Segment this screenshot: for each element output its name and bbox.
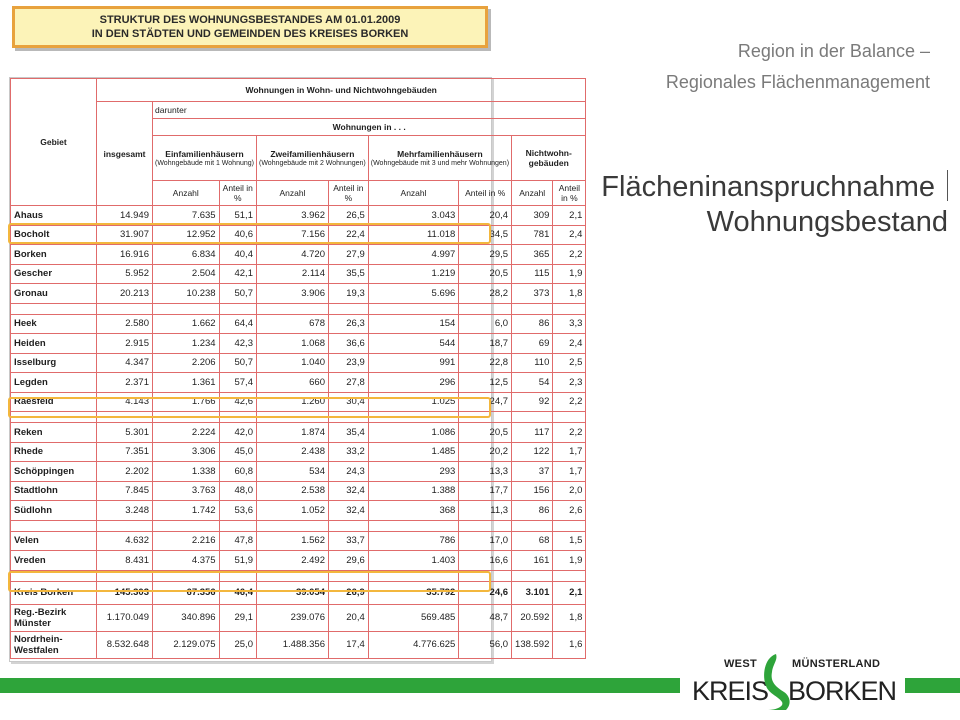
spacer-cell — [512, 412, 553, 423]
table-cell: 544 — [368, 334, 459, 354]
table-cell: 1.388 — [368, 481, 459, 501]
spacer-cell — [512, 303, 553, 314]
slide-heading — [601, 170, 948, 240]
table-cell: 3.763 — [153, 481, 220, 501]
table-cell: 117 — [512, 423, 553, 443]
table-cell: 40,6 — [219, 225, 256, 245]
row-label: Stadtlohn — [11, 481, 97, 501]
table-cell: 7.351 — [97, 442, 153, 462]
logo-emblem-icon — [756, 652, 792, 714]
logo-text-muensterland: MÜNSTERLAND — [792, 658, 881, 670]
table-cell: 32,4 — [329, 481, 369, 501]
table-cell: 42,1 — [219, 264, 256, 284]
row-label: Nordrhein-Westfalen — [11, 631, 97, 658]
table-cell: 60,8 — [219, 462, 256, 482]
spacer-row — [11, 303, 586, 314]
spacer-cell — [219, 520, 256, 531]
table-cell: 569.485 — [368, 604, 459, 631]
table-row — [11, 501, 586, 521]
table-cell: 28,2 — [459, 284, 512, 304]
table-cell: 8.532.648 — [97, 631, 153, 658]
header-anzahl: Anzahl — [512, 181, 553, 206]
table-cell: 3.101 — [512, 581, 553, 604]
header-zfh-sub: (Wohngebäude mit 2 Wohnungen) — [258, 159, 366, 167]
table-row — [11, 373, 586, 393]
table-cell: 5.696 — [368, 284, 459, 304]
table-cell: 781 — [512, 225, 553, 245]
spacer-cell — [97, 303, 153, 314]
table-cell: 2.114 — [256, 264, 328, 284]
table-cell: 2.492 — [256, 551, 328, 571]
header-anteil: Anteil in % — [459, 181, 512, 206]
table-cell: 678 — [256, 314, 328, 334]
table-cell: 2.216 — [153, 531, 220, 551]
table-cell: 22,8 — [459, 353, 512, 373]
spacer-cell — [553, 520, 586, 531]
table-cell: 1.068 — [256, 334, 328, 354]
table-cell: 20.213 — [97, 284, 153, 304]
table-cell: 64,4 — [219, 314, 256, 334]
spacer-row — [11, 520, 586, 531]
table-cell: 20,5 — [459, 423, 512, 443]
table-cell: 31.907 — [97, 225, 153, 245]
logo-text-borken: BORKEN — [788, 676, 897, 706]
table-cell: 7.156 — [256, 225, 328, 245]
table-cell: 1.403 — [368, 551, 459, 571]
spacer-cell — [329, 520, 369, 531]
table-cell: 17,0 — [459, 531, 512, 551]
table-cell: 2.915 — [97, 334, 153, 354]
table-cell: 36,6 — [329, 334, 369, 354]
table-cell: 309 — [512, 206, 553, 226]
table-cell: 35.792 — [368, 581, 459, 604]
table-cell: 1.260 — [256, 392, 328, 412]
table-cell: 1.040 — [256, 353, 328, 373]
spacer-cell — [512, 570, 553, 581]
table-cell: 1.562 — [256, 531, 328, 551]
table-cell: 27,8 — [329, 373, 369, 393]
table-cell: 54 — [512, 373, 553, 393]
spacer-cell — [153, 303, 220, 314]
table-cell: 8.431 — [97, 551, 153, 571]
row-label: Kreis Borken — [11, 581, 97, 604]
header-anzahl: Anzahl — [153, 181, 220, 206]
table-cell: 51,1 — [219, 206, 256, 226]
table-cell: 1.874 — [256, 423, 328, 443]
table-cell: 4.632 — [97, 531, 153, 551]
table-cell: 4.375 — [153, 551, 220, 571]
table-cell: 1.052 — [256, 501, 328, 521]
table-cell: 33,7 — [329, 531, 369, 551]
highlight-kreis-borken — [8, 571, 491, 592]
table-cell: 110 — [512, 353, 553, 373]
table-cell: 16,6 — [459, 551, 512, 571]
table-cell: 1.766 — [153, 392, 220, 412]
header-anzahl: Anzahl — [256, 181, 328, 206]
table-cell: 2.538 — [256, 481, 328, 501]
spacer-cell — [459, 303, 512, 314]
table-cell: 51,9 — [219, 551, 256, 571]
table-cell: 2,3 — [553, 373, 586, 393]
table-cell: 26,3 — [329, 314, 369, 334]
spacer-cell — [368, 520, 459, 531]
table-cell: 1,8 — [553, 604, 586, 631]
spacer-cell — [219, 303, 256, 314]
spacer-cell — [512, 520, 553, 531]
table-cell: 5.952 — [97, 264, 153, 284]
header-efh-sub: (Wohngebäude mit 1 Wohnung) — [155, 159, 254, 167]
header-insgesamt: insgesamt — [97, 102, 153, 206]
table-row — [11, 423, 586, 443]
table-cell: 1.742 — [153, 501, 220, 521]
spacer-cell — [11, 303, 97, 314]
table-cell: 2,1 — [553, 581, 586, 604]
table-cell: 27,9 — [329, 245, 369, 265]
table-cell: 1.361 — [153, 373, 220, 393]
table-cell: 26,9 — [329, 581, 369, 604]
header-anteil: Anteil in % — [553, 181, 586, 206]
table-cell: 1.488.356 — [256, 631, 328, 658]
row-label: Reken — [11, 423, 97, 443]
table-cell: 40,4 — [219, 245, 256, 265]
table-row — [11, 264, 586, 284]
footer-green-bar-left — [0, 678, 680, 693]
table-cell: 1.662 — [153, 314, 220, 334]
table-cell: 18,7 — [459, 334, 512, 354]
header-efh — [153, 136, 257, 181]
table-cell: 20,5 — [459, 264, 512, 284]
header-darunter: darunter — [153, 102, 586, 119]
table-cell: 20,4 — [459, 206, 512, 226]
table-cell: 1,7 — [553, 442, 586, 462]
table-cell: 156 — [512, 481, 553, 501]
header-zfh — [256, 136, 368, 181]
table-cell: 4.997 — [368, 245, 459, 265]
table-row — [11, 604, 586, 631]
logo-text-west: WEST — [724, 658, 757, 670]
row-label: Raesfeld — [11, 392, 97, 412]
table-cell: 138.592 — [512, 631, 553, 658]
table-cell: 29,1 — [219, 604, 256, 631]
table-cell: 68 — [512, 531, 553, 551]
subtitle-line-1: Region in der Balance – — [737, 41, 930, 61]
table-row — [11, 551, 586, 571]
table-cell: 19,3 — [329, 284, 369, 304]
table-cell: 660 — [256, 373, 328, 393]
table-cell: 1.219 — [368, 264, 459, 284]
table-cell: 24,7 — [459, 392, 512, 412]
table-cell: 53,6 — [219, 501, 256, 521]
table-cell: 2.438 — [256, 442, 328, 462]
table-cell: 2,5 — [553, 353, 586, 373]
spacer-cell — [553, 570, 586, 581]
table-row — [11, 284, 586, 304]
table-title-banner — [12, 6, 488, 48]
table-cell: 17,4 — [329, 631, 369, 658]
header-mfh — [368, 136, 511, 181]
table-cell: 2,6 — [553, 501, 586, 521]
table-cell: 50,7 — [219, 353, 256, 373]
table-cell: 86 — [512, 314, 553, 334]
table-cell: 115 — [512, 264, 553, 284]
table-cell: 17,7 — [459, 481, 512, 501]
table-cell: 2,2 — [553, 392, 586, 412]
spacer-cell — [256, 303, 328, 314]
table-cell: 2,0 — [553, 481, 586, 501]
table-cell: 122 — [512, 442, 553, 462]
header-gebiet: Gebiet — [11, 79, 97, 206]
row-label: Velen — [11, 531, 97, 551]
spacer-cell — [553, 303, 586, 314]
header-anteil: Anteil in % — [329, 181, 369, 206]
subtitle-line-2: Regionales Flächenmanagement — [665, 72, 930, 92]
table-cell: 1,8 — [553, 284, 586, 304]
table-cell: 3.248 — [97, 501, 153, 521]
table-cell: 69 — [512, 334, 553, 354]
table-cell: 42,6 — [219, 392, 256, 412]
table-cell: 2.580 — [97, 314, 153, 334]
table-cell: 1.170.049 — [97, 604, 153, 631]
table-cell: 86 — [512, 501, 553, 521]
table-row — [11, 353, 586, 373]
table-cell: 92 — [512, 392, 553, 412]
spacer-cell — [329, 303, 369, 314]
row-label: Heek — [11, 314, 97, 334]
table-cell: 365 — [512, 245, 553, 265]
table-cell: 5.301 — [97, 423, 153, 443]
table-cell: 3.906 — [256, 284, 328, 304]
slide-subtitle — [666, 36, 930, 98]
table-cell: 23,9 — [329, 353, 369, 373]
table-cell: 45,0 — [219, 442, 256, 462]
table-cell: 2,2 — [553, 245, 586, 265]
table-cell: 48,0 — [219, 481, 256, 501]
table-cell: 12,5 — [459, 373, 512, 393]
header-efh-title: Einfamilienhäusern — [165, 148, 244, 159]
table-cell: 39.054 — [256, 581, 328, 604]
table-cell: 13,3 — [459, 462, 512, 482]
table-cell: 67.356 — [153, 581, 220, 604]
table-cell: 373 — [512, 284, 553, 304]
table-cell: 1,9 — [553, 264, 586, 284]
footer-green-bar-right — [905, 678, 960, 693]
table-cell: 2,4 — [553, 334, 586, 354]
logo-text-kreis: KREIS — [692, 676, 769, 706]
table-cell: 991 — [368, 353, 459, 373]
table-cell: 29,6 — [329, 551, 369, 571]
table-cell: 26,5 — [329, 206, 369, 226]
table-cell: 42,0 — [219, 423, 256, 443]
table-cell: 34,5 — [459, 225, 512, 245]
table-cell: 296 — [368, 373, 459, 393]
table-cell: 6.834 — [153, 245, 220, 265]
row-label: Reg.-Bezirk Münster — [11, 604, 97, 631]
row-label: Rhede — [11, 442, 97, 462]
row-label: Südlohn — [11, 501, 97, 521]
table-cell: 20.592 — [512, 604, 553, 631]
row-label: Legden — [11, 373, 97, 393]
table-cell: 25,0 — [219, 631, 256, 658]
table-cell: 4.720 — [256, 245, 328, 265]
table-cell: 1.234 — [153, 334, 220, 354]
table-cell: 37 — [512, 462, 553, 482]
table-cell: 3.962 — [256, 206, 328, 226]
row-label: Schöppingen — [11, 462, 97, 482]
spacer-cell — [459, 520, 512, 531]
row-label: Bocholt — [11, 225, 97, 245]
table-cell: 6,0 — [459, 314, 512, 334]
table-cell: 2,2 — [553, 423, 586, 443]
row-label: Gronau — [11, 284, 97, 304]
table-cell: 16.916 — [97, 245, 153, 265]
table-row — [11, 245, 586, 265]
table-cell: 1,6 — [553, 631, 586, 658]
table-cell: 2.371 — [97, 373, 153, 393]
table-cell: 22,4 — [329, 225, 369, 245]
table-cell: 20,4 — [329, 604, 369, 631]
table-cell: 35,5 — [329, 264, 369, 284]
table-cell: 57,4 — [219, 373, 256, 393]
spacer-cell — [153, 520, 220, 531]
table-cell: 7.635 — [153, 206, 220, 226]
table-cell: 20,2 — [459, 442, 512, 462]
table-cell: 7.845 — [97, 481, 153, 501]
table-cell: 154 — [368, 314, 459, 334]
spacer-cell — [368, 303, 459, 314]
highlight-raesfeld — [8, 397, 491, 418]
header-mfh-title: Mehrfamilienhäusern — [397, 148, 483, 159]
table-cell: 786 — [368, 531, 459, 551]
table-cell: 1.025 — [368, 392, 459, 412]
table-cell: 30,4 — [329, 392, 369, 412]
table-cell: 161 — [512, 551, 553, 571]
table-row — [11, 481, 586, 501]
table-row — [11, 531, 586, 551]
table-cell: 2.206 — [153, 353, 220, 373]
table-cell: 3.043 — [368, 206, 459, 226]
table-cell: 35,4 — [329, 423, 369, 443]
row-label: Ahaus — [11, 206, 97, 226]
table-cell: 2.129.075 — [153, 631, 220, 658]
table-cell: 47,8 — [219, 531, 256, 551]
spacer-cell — [553, 412, 586, 423]
banner-line-1: STRUKTUR DES WOHNUNGSBESTANDES AM 01.01.2009 — [99, 14, 401, 26]
header-mfh-sub: (Wohngebäude mit 3 und mehr Wohnungen) — [370, 159, 510, 167]
heading-line-2: Wohnungsbestand — [706, 206, 948, 238]
table-cell: 11,3 — [459, 501, 512, 521]
table-cell: 4.347 — [97, 353, 153, 373]
table-cell: 1,9 — [553, 551, 586, 571]
table-cell: 3,3 — [553, 314, 586, 334]
table-cell: 29,5 — [459, 245, 512, 265]
table-cell: 3.306 — [153, 442, 220, 462]
table-cell: 4.143 — [97, 392, 153, 412]
header-anteil: Anteil in % — [219, 181, 256, 206]
heading-line-1: Flächeninanspruchnahme — [601, 171, 935, 203]
table-cell: 2,1 — [553, 206, 586, 226]
table-cell: 12.952 — [153, 225, 220, 245]
table-cell: 14.949 — [97, 206, 153, 226]
table-cell: 2.202 — [97, 462, 153, 482]
table-row — [11, 462, 586, 482]
table-cell: 33,2 — [329, 442, 369, 462]
spacer-cell — [11, 520, 97, 531]
spacer-cell — [256, 520, 328, 531]
table-row — [11, 442, 586, 462]
header-anzahl: Anzahl — [368, 181, 459, 206]
heading-separator — [947, 170, 948, 201]
row-label: Vreden — [11, 551, 97, 571]
table-cell: 1.338 — [153, 462, 220, 482]
table-cell: 56,0 — [459, 631, 512, 658]
table-cell: 1,7 — [553, 462, 586, 482]
row-label: Borken — [11, 245, 97, 265]
table-cell: 4.776.625 — [368, 631, 459, 658]
table-cell: 2,4 — [553, 225, 586, 245]
kreis-borken-logo — [684, 652, 900, 718]
header-wohnungen-in: Wohnungen in . . . — [153, 119, 586, 136]
table-row — [11, 334, 586, 354]
table-cell: 368 — [368, 501, 459, 521]
header-zfh-title: Zweifamilienhäusern — [270, 148, 355, 159]
table-cell: 24,3 — [329, 462, 369, 482]
header-nwg: Nichtwohn- gebäuden — [512, 136, 586, 181]
table-cell: 24,6 — [459, 581, 512, 604]
table-cell: 293 — [368, 462, 459, 482]
highlight-ahaus — [8, 223, 491, 244]
table-cell: 48,7 — [459, 604, 512, 631]
row-label: Gescher — [11, 264, 97, 284]
spacer-cell — [97, 520, 153, 531]
row-label: Isselburg — [11, 353, 97, 373]
table-row — [11, 314, 586, 334]
table-cell: 2.224 — [153, 423, 220, 443]
table-cell: 1,5 — [553, 531, 586, 551]
table-cell: 50,7 — [219, 284, 256, 304]
table-cell: 46,4 — [219, 581, 256, 604]
table-cell: 1.086 — [368, 423, 459, 443]
table-cell: 1.485 — [368, 442, 459, 462]
table-row — [11, 631, 586, 658]
table-cell: 534 — [256, 462, 328, 482]
table-cell: 2.504 — [153, 264, 220, 284]
table-cell: 32,4 — [329, 501, 369, 521]
banner-line-2: IN DEN STÄDTEN UND GEMEINDEN DES KREISES BORKEN — [91, 28, 409, 40]
table-cell: 239.076 — [256, 604, 328, 631]
row-label: Heiden — [11, 334, 97, 354]
table-cell: 145.303 — [97, 581, 153, 604]
table-cell: 11.018 — [368, 225, 459, 245]
table-cell: 42,3 — [219, 334, 256, 354]
header-top: Wohnungen in Wohn- und Nichtwohngebäuden — [97, 79, 586, 102]
table-cell: 10.238 — [153, 284, 220, 304]
table-cell: 340.896 — [153, 604, 220, 631]
